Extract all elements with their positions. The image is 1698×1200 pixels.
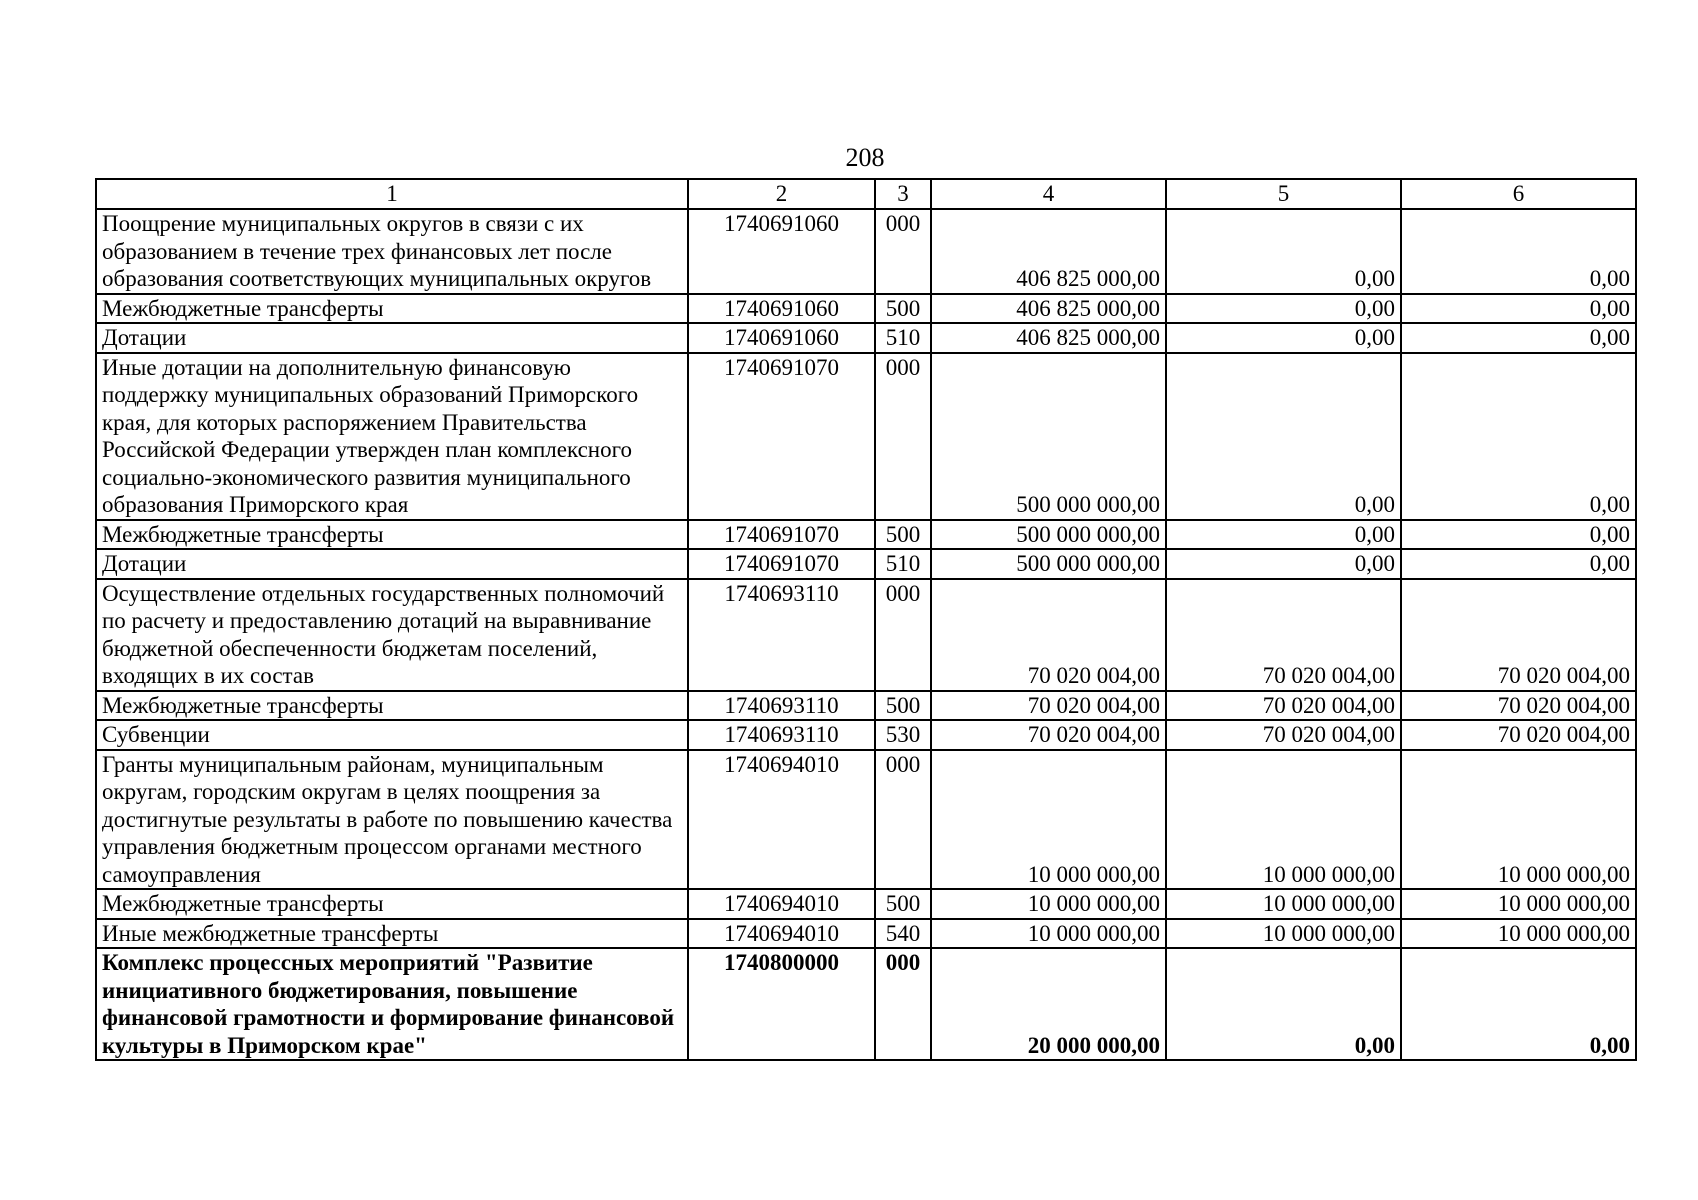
- row-name-cell: Дотации: [96, 323, 688, 353]
- row-amount-col5-cell: 0,00: [1166, 209, 1401, 294]
- row-name-cell: Межбюджетные трансферты: [96, 520, 688, 550]
- row-amount-col6-cell: 10 000 000,00: [1401, 750, 1636, 890]
- column-header-4: 4: [931, 179, 1166, 209]
- row-amount-col5-cell: 70 020 004,00: [1166, 691, 1401, 721]
- row-amount-col6-cell: 0,00: [1401, 549, 1636, 579]
- table-row: [96, 948, 1636, 1060]
- row-amount-col4-cell: 10 000 000,00: [931, 889, 1166, 919]
- row-code-cell: 1740691060: [688, 294, 875, 324]
- row-code-cell: 1740693110: [688, 720, 875, 750]
- row-amount-col5-cell: 10 000 000,00: [1166, 889, 1401, 919]
- table-row: [96, 720, 1636, 750]
- row-name-cell: Иные дотации на дополнительную финансовую поддержку муниципальных образований Приморского края, для которых распоряжением Правительства Российской Федерации утвержден план комплексного социально-экономического развития муниципального образования Приморского края: [96, 353, 688, 520]
- table-body: [96, 209, 1636, 1060]
- row-name-cell: Субвенции: [96, 720, 688, 750]
- table-row: [96, 750, 1636, 890]
- row-amount-col6-cell: 10 000 000,00: [1401, 919, 1636, 949]
- row-amount-col4-cell: 406 825 000,00: [931, 294, 1166, 324]
- row-code-cell: 1740694010: [688, 919, 875, 949]
- row-amount-col5-cell: 0,00: [1166, 294, 1401, 324]
- table-row: [96, 209, 1636, 294]
- row-expense-type-cell: 000: [875, 579, 931, 691]
- row-code-cell: 1740800000: [688, 948, 875, 1060]
- table-row: [96, 520, 1636, 550]
- row-expense-type-cell: 000: [875, 353, 931, 520]
- row-name-cell: Межбюджетные трансферты: [96, 294, 688, 324]
- row-amount-col4-cell: 500 000 000,00: [931, 520, 1166, 550]
- table-row: [96, 889, 1636, 919]
- row-amount-col4-cell: 10 000 000,00: [931, 919, 1166, 949]
- table-row: [96, 691, 1636, 721]
- row-amount-col5-cell: 0,00: [1166, 353, 1401, 520]
- row-name-cell: Осуществление отдельных государственных полномочий по расчету и предоставлению дотаций на выравнивание бюджетной обеспеченности бюджетам поселений, входящих в их состав: [96, 579, 688, 691]
- row-amount-col5-cell: 10 000 000,00: [1166, 919, 1401, 949]
- row-name-cell: Гранты муниципальным районам, муниципальным округам, городским округам в целях поощрения за достигнутые результаты в работе по повышению качества управления бюджетным процессом органами местного самоуправления: [96, 750, 688, 890]
- row-name-cell: Комплекс процессных мероприятий "Развитие инициативного бюджетирования, повышение финансовой грамотности и формирование финансовой культуры в Приморском крае": [96, 948, 688, 1060]
- table-row: [96, 579, 1636, 691]
- table-row: [96, 353, 1636, 520]
- row-amount-col4-cell: 70 020 004,00: [931, 691, 1166, 721]
- table-row: [96, 549, 1636, 579]
- column-header-5: 5: [1166, 179, 1401, 209]
- column-header-2: 2: [688, 179, 875, 209]
- row-name-cell: Иные межбюджетные трансферты: [96, 919, 688, 949]
- table-row: [96, 323, 1636, 353]
- row-code-cell: 1740691070: [688, 549, 875, 579]
- row-code-cell: 1740694010: [688, 750, 875, 890]
- row-amount-col6-cell: 0,00: [1401, 353, 1636, 520]
- row-amount-col5-cell: 0,00: [1166, 520, 1401, 550]
- row-amount-col5-cell: 10 000 000,00: [1166, 750, 1401, 890]
- row-amount-col4-cell: 500 000 000,00: [931, 353, 1166, 520]
- column-header-3: 3: [875, 179, 931, 209]
- row-amount-col5-cell: 70 020 004,00: [1166, 720, 1401, 750]
- row-expense-type-cell: 510: [875, 323, 931, 353]
- row-expense-type-cell: 500: [875, 889, 931, 919]
- row-expense-type-cell: 000: [875, 209, 931, 294]
- row-amount-col5-cell: 0,00: [1166, 323, 1401, 353]
- row-amount-col6-cell: 0,00: [1401, 323, 1636, 353]
- row-code-cell: 1740694010: [688, 889, 875, 919]
- row-expense-type-cell: 500: [875, 691, 931, 721]
- row-amount-col6-cell: 70 020 004,00: [1401, 720, 1636, 750]
- row-code-cell: 1740693110: [688, 691, 875, 721]
- row-amount-col6-cell: 70 020 004,00: [1401, 691, 1636, 721]
- row-code-cell: 1740691070: [688, 520, 875, 550]
- row-amount-col4-cell: 10 000 000,00: [931, 750, 1166, 890]
- row-expense-type-cell: 510: [875, 549, 931, 579]
- row-amount-col6-cell: 0,00: [1401, 294, 1636, 324]
- row-amount-col6-cell: 70 020 004,00: [1401, 579, 1636, 691]
- row-expense-type-cell: 540: [875, 919, 931, 949]
- row-name-cell: Поощрение муниципальных округов в связи с их образованием в течение трех финансовых лет после образования соответствующих муниципальных округов: [96, 209, 688, 294]
- row-amount-col6-cell: 0,00: [1401, 209, 1636, 294]
- row-name-cell: Межбюджетные трансферты: [96, 889, 688, 919]
- row-amount-col4-cell: 406 825 000,00: [931, 323, 1166, 353]
- row-code-cell: 1740691060: [688, 209, 875, 294]
- row-amount-col5-cell: 70 020 004,00: [1166, 579, 1401, 691]
- row-amount-col4-cell: 20 000 000,00: [931, 948, 1166, 1060]
- row-amount-col6-cell: 10 000 000,00: [1401, 889, 1636, 919]
- column-header-1: 1: [96, 179, 688, 209]
- column-header-6: 6: [1401, 179, 1636, 209]
- row-expense-type-cell: 500: [875, 294, 931, 324]
- row-expense-type-cell: 500: [875, 520, 931, 550]
- row-code-cell: 1740691060: [688, 323, 875, 353]
- row-amount-col5-cell: 0,00: [1166, 549, 1401, 579]
- header-row: [96, 179, 1636, 209]
- row-amount-col4-cell: 406 825 000,00: [931, 209, 1166, 294]
- page-number: 208: [845, 143, 885, 172]
- row-code-cell: 1740691070: [688, 353, 875, 520]
- row-amount-col6-cell: 0,00: [1401, 520, 1636, 550]
- row-expense-type-cell: 530: [875, 720, 931, 750]
- budget-table: [95, 178, 1637, 1061]
- row-amount-col5-cell: 0,00: [1166, 948, 1401, 1060]
- row-name-cell: Межбюджетные трансферты: [96, 691, 688, 721]
- row-amount-col4-cell: 70 020 004,00: [931, 720, 1166, 750]
- table-row: [96, 294, 1636, 324]
- row-amount-col4-cell: 70 020 004,00: [931, 579, 1166, 691]
- row-expense-type-cell: 000: [875, 948, 931, 1060]
- table-header: [96, 179, 1636, 209]
- row-expense-type-cell: 000: [875, 750, 931, 890]
- row-amount-col4-cell: 500 000 000,00: [931, 549, 1166, 579]
- table-row: [96, 919, 1636, 949]
- row-name-cell: Дотации: [96, 549, 688, 579]
- row-code-cell: 1740693110: [688, 579, 875, 691]
- row-amount-col6-cell: 0,00: [1401, 948, 1636, 1060]
